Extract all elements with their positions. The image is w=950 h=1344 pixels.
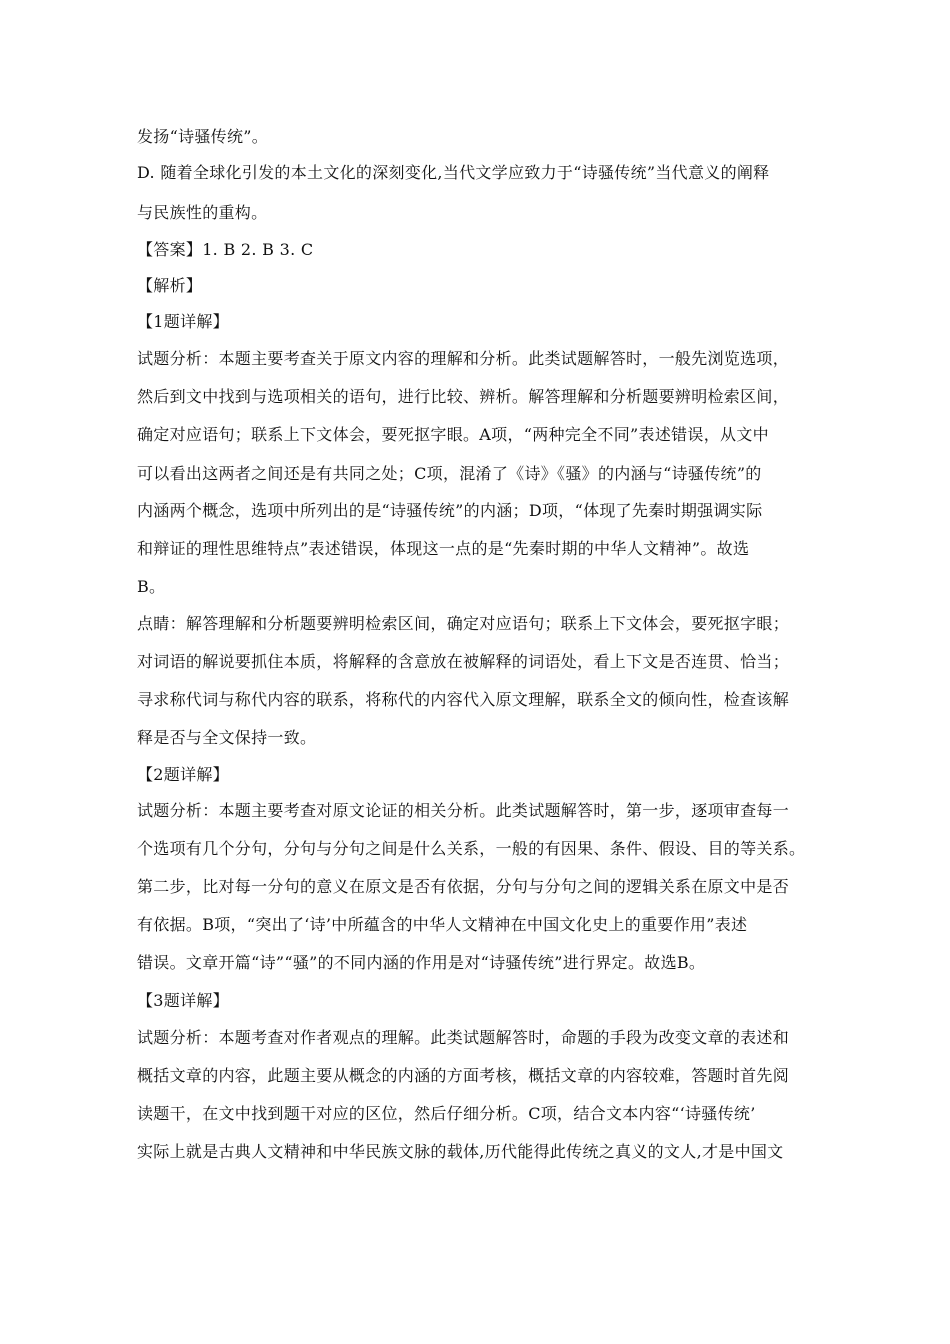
text-line: 试题分析：本题主要考查对原文论证的相关分析。此类试题解答时，第一步，逐项审查每一 [137,801,790,820]
text-line: B。 [137,577,166,596]
text-line: 实际上就是古典人文精神和中华民族文脉的载体,历代能得此传统之真义的文人,才是中国文 [137,1142,784,1161]
text-line: 试题分析：本题主要考查关于原文内容的理解和分析。此类试题解答时，一般先浏览选项， [137,349,790,368]
text-line: 试题分析：本题考查对作者观点的理解。此类试题解答时，命题的手段为改变文章的表述和 [137,1028,790,1047]
text-line: 发扬“诗骚传统”。 [137,127,269,146]
text-line: 读题干，在文中找到题干对应的区位，然后仔细分析。C项，结合文本内容“‘诗骚传统’ [137,1104,756,1123]
text-line: 与民族性的重构。 [137,203,268,222]
text-line: 有依据。B项，“突出了‘诗’中所蕴含的中华人文精神在中国文化史上的重要作用”表述 [137,915,748,934]
text-line: 释是否与全文保持一致。 [137,728,317,747]
q3-heading: 【3题详解】 [137,991,229,1010]
text-line: D. 随着全球化引发的本土文化的深刻变化,当代文学应致力于“诗骚传统”当代意义的阐释 [137,163,770,182]
text-line: 和辩证的理性思维特点”表述错误，体现这一点的是“先秦时期的中华人文精神”。故选 [137,539,750,558]
q2-heading: 【2题详解】 [137,765,229,784]
q1-heading: 【1题详解】 [137,312,229,331]
text-line: 然后到文中找到与选项相关的语句，进行比较、辨析。解答理解和分析题要辨明检索区间， [137,387,790,406]
text-line: 概括文章的内容，此题主要从概念的内涵的方面考核，概括文章的内容较难，答题时首先阅 [137,1066,790,1085]
text-line: 确定对应语句；联系上下文体会，要死抠字眼。A项，“两种完全不同”表述错误，从文中 [137,425,769,444]
text-line: 寻求称代词与称代内容的联系，将称代的内容代入原文理解，联系全文的倾向性，检查该解 [137,690,790,709]
answer-line: 【答案】1. B 2. B 3. C [137,240,314,259]
text-line: 点睛：解答理解和分析题要辨明检索区间，确定对应语句；联系上下文体会，要死抠字眼； [137,614,790,633]
text-line: 对词语的解说要抓住本质，将解释的含意放在被解释的词语处，看上下文是否连贯、恰当； [137,652,790,671]
text-line: 第二步，比对每一分句的意义在原文是否有依据，分句与分句之间的逻辑关系在原文中是否 [137,877,790,896]
text-line: 个选项有几个分句，分句与分句之间是什么关系，一般的有因果、条件、假设、目的等关系。 [137,839,806,858]
analysis-heading: 【解析】 [137,276,203,295]
text-line: 内涵两个概念，选项中所列出的是“诗骚传统”的内涵；D项，“体现了先秦时期强调实际 [137,501,763,520]
text-line: 错误。文章开篇“诗”“骚”的不同内涵的作用是对“诗骚传统”进行界定。故选B。 [137,953,706,972]
text-line: 可以看出这两者之间还是有共同之处；C项，混淆了《诗》《骚》的内涵与“诗骚传统”的 [137,464,762,483]
